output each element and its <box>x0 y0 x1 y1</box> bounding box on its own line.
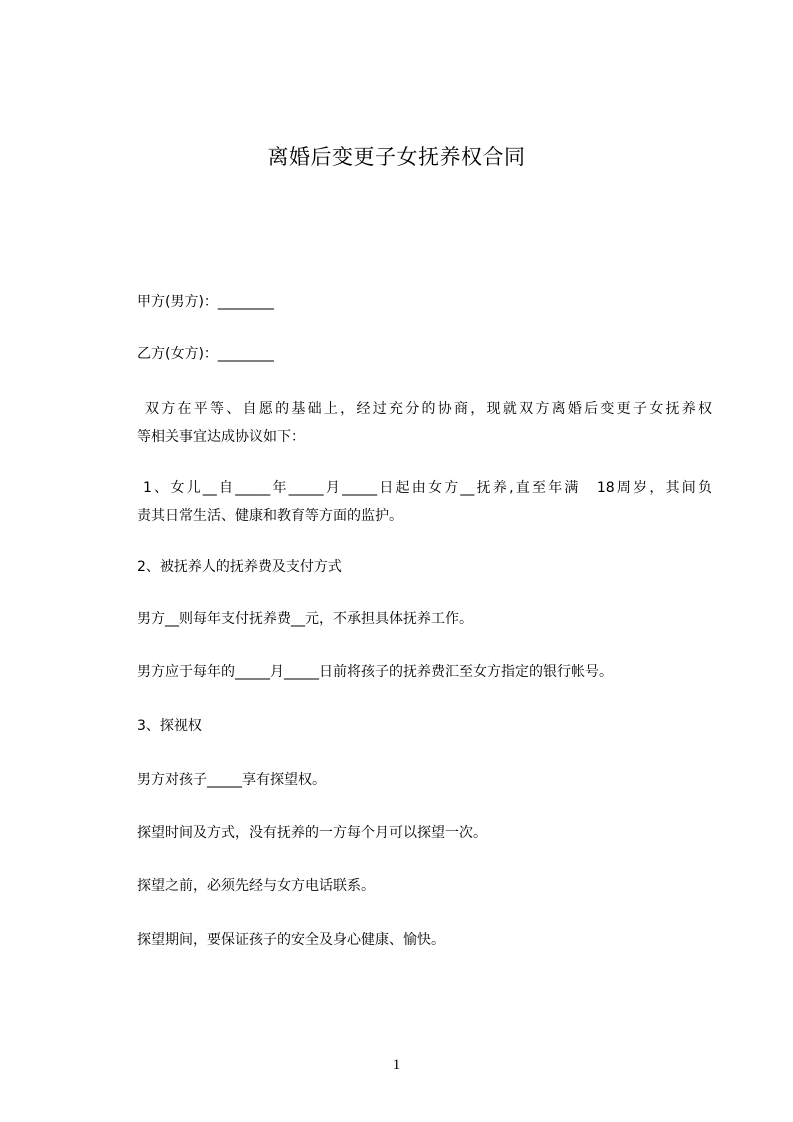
clause-1-line-1: 1、女儿__自_____年_____月_____日起由女方__抚养,直至年满 18周岁，其间负 <box>143 480 712 496</box>
clause-1-line-2: 责其日常生活、健康和教育等方面的监护。 <box>137 508 403 524</box>
clause-2-paragraph-2: 男方应于每年的_____月_____日前将孩子的抚养费汇至女方指定的银行帐号。 <box>137 664 613 680</box>
document-title: 离婚后变更子女抚养权合同 <box>267 145 526 169</box>
clause-2-heading: 2、被抚养人的抚养费及支付方式 <box>137 559 342 575</box>
clause-3-paragraph-3: 探望之前，必须先经与女方电话联系。 <box>137 878 375 894</box>
intro-paragraph <box>137 395 712 451</box>
clause-3-heading: 3、探视权 <box>137 718 202 734</box>
intro-line-2: 等相关事宜达成协议如下： <box>137 429 305 445</box>
page-number: 1 <box>392 1057 401 1073</box>
party-a-line: 甲方(男方)：________ <box>137 294 274 310</box>
clause-2-paragraph-1: 男方__则每年支付抚养费__元，不承担具体抚养工作。 <box>137 611 473 627</box>
party-b-line: 乙方(女方)：________ <box>137 346 274 362</box>
clause-3-paragraph-4: 探望期间，要保证孩子的安全及身心健康、愉快。 <box>137 932 445 948</box>
intro-line-1: 双方在平等、自愿的基础上，经过充分的协商，现就双方离婚后变更子女抚养权 <box>145 401 712 417</box>
clause-3-paragraph-2: 探望时间及方式，没有抚养的一方每个月可以探望一次。 <box>137 825 487 841</box>
clause-3-paragraph-1: 男方对孩子_____享有探望权。 <box>137 772 326 788</box>
clause-1-paragraph <box>137 474 712 530</box>
